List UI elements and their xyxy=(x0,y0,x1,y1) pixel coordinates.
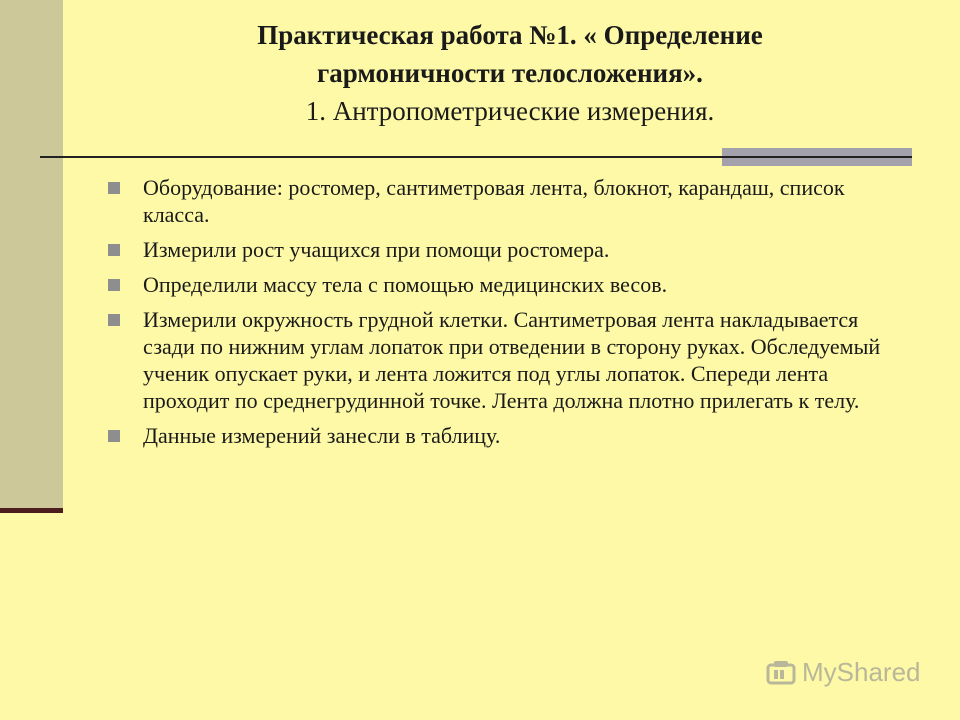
list-item xyxy=(108,306,898,414)
square-bullet-icon xyxy=(108,430,120,442)
bullet-text: Данные измерений занесли в таблицу. xyxy=(143,423,501,448)
slide-subtitle: 1. Антропометрические измерения. xyxy=(305,96,715,126)
myshared-logo-icon xyxy=(766,659,796,687)
divider-accent xyxy=(722,148,912,166)
slide-title xyxy=(110,16,910,130)
left-strip-divider xyxy=(0,508,63,513)
square-bullet-icon xyxy=(108,182,120,194)
bullet-text: Измерили окружность грудной клетки. Сантиметровая лента накладывается сзади по нижним углам лопаток при отведении в сторону руках. Обследуемый ученик опускает руки, и лента ложится под углы лопаток. Спереди лента проходит по среднегрудинной точке. Лента должна плотно прилегать к телу. xyxy=(143,307,881,413)
watermark-text: MyShared xyxy=(802,657,921,687)
bullet-text: Измерили рост учащихся при помощи ростомера. xyxy=(143,237,610,262)
list-item xyxy=(108,174,898,228)
bullet-list xyxy=(108,174,898,457)
list-item xyxy=(108,422,898,449)
watermark xyxy=(766,657,921,688)
bullet-text: Оборудование: ростомер, сантиметровая лента, блокнот, карандаш, список класса. xyxy=(143,175,845,227)
list-item xyxy=(108,236,898,263)
square-bullet-icon xyxy=(108,244,120,256)
bullet-text: Определили массу тела с помощью медицинских весов. xyxy=(143,272,668,297)
left-decorative-strip xyxy=(0,0,63,510)
square-bullet-icon xyxy=(108,314,120,326)
square-bullet-icon xyxy=(108,279,120,291)
title-line-2: гармоничности телосложения». xyxy=(317,58,703,88)
title-line-1: Практическая работа №1. « Определение xyxy=(257,20,763,50)
list-item xyxy=(108,271,898,298)
